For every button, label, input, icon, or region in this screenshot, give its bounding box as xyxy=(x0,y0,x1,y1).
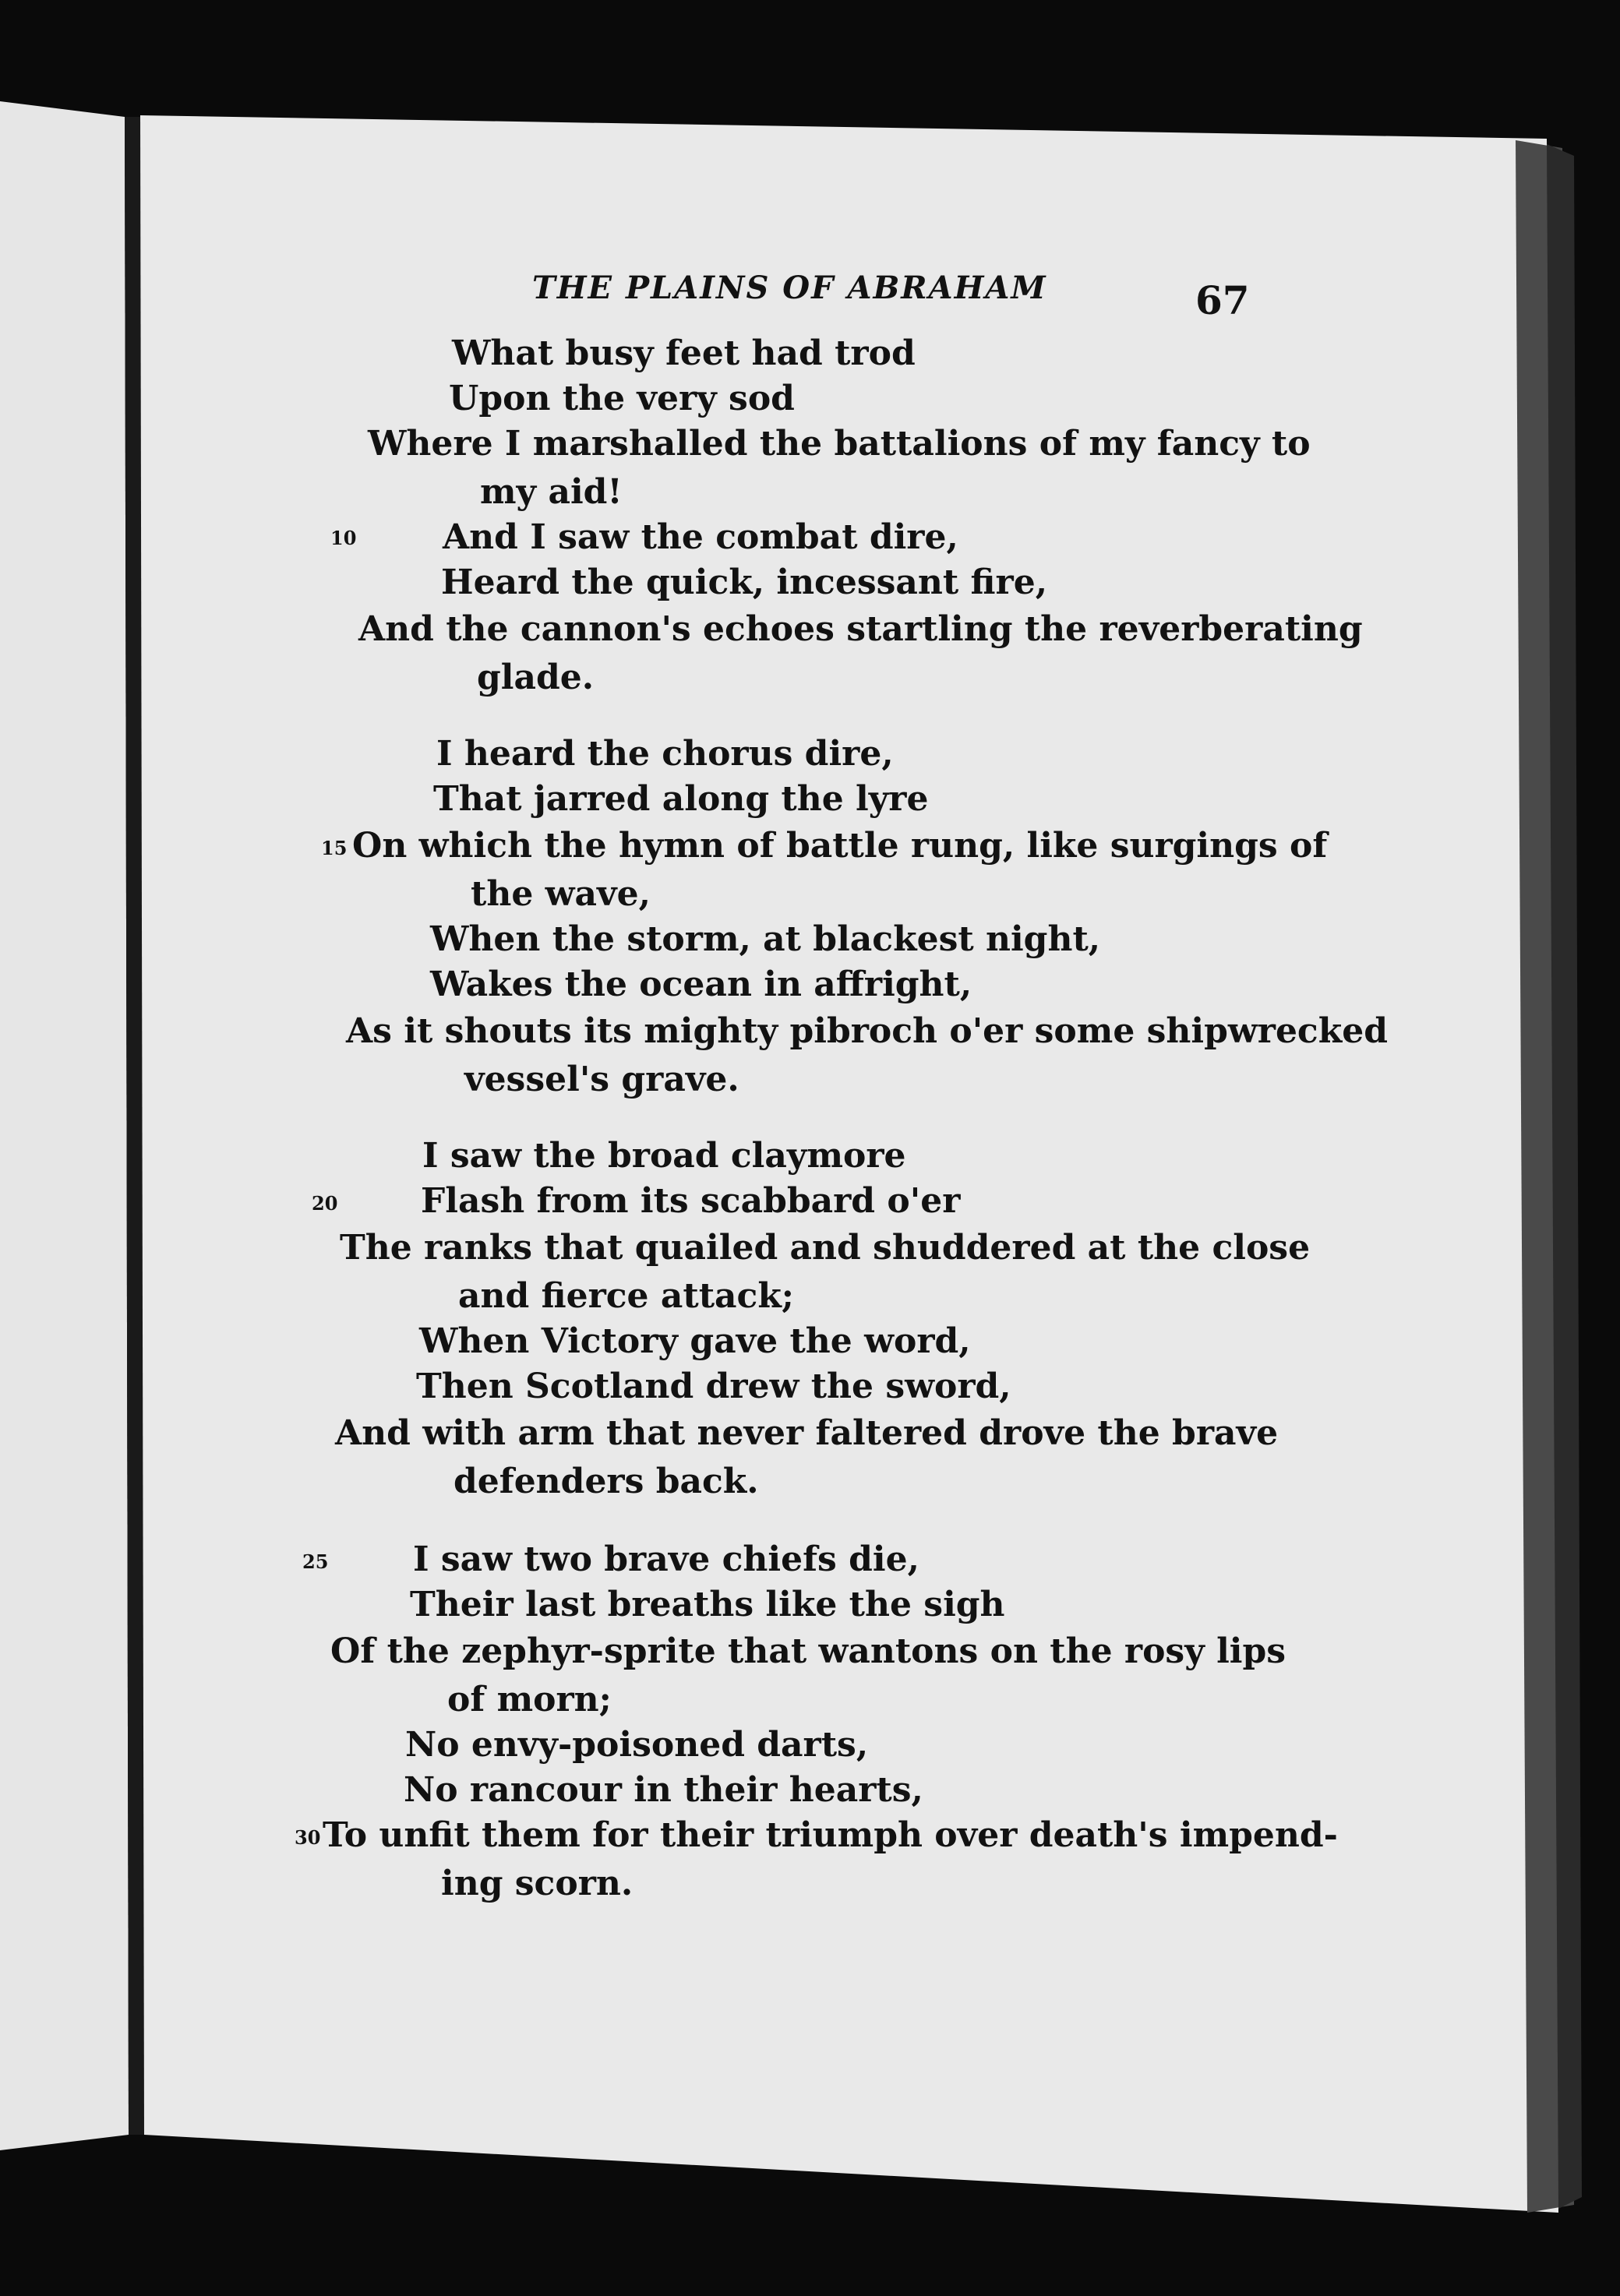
poem-line: No rancour in their hearts, xyxy=(404,1770,923,1810)
line-number: 10 xyxy=(330,527,357,549)
poem-line: The ranks that quailed and shuddered at the close xyxy=(340,1228,1311,1268)
poem-line: and fierce attack; xyxy=(458,1276,795,1316)
page-number: 67 xyxy=(1195,277,1250,323)
poem-line: I saw two brave chiefs die, xyxy=(413,1539,919,1579)
poem-line: To unfit them for their triumph over death's impend- xyxy=(323,1815,1338,1855)
poem-line: When Victory gave the word, xyxy=(419,1321,971,1361)
poem-line: of morn; xyxy=(447,1680,612,1719)
poem-line: As it shouts its mighty pibroch o'er some shipwrecked xyxy=(346,1011,1388,1051)
poem-line: vessel's grave. xyxy=(464,1060,739,1099)
poem-line: That jarred along the lyre xyxy=(433,779,929,819)
line-number: 20 xyxy=(312,1192,338,1215)
poem-line: Wakes the ocean in affright, xyxy=(430,965,972,1004)
poem-line: Flash from its scabbard o'er xyxy=(421,1181,961,1221)
poem-line: And I saw the combat dire, xyxy=(443,517,958,557)
poem-line: Then Scotland drew the sword, xyxy=(416,1367,1011,1406)
line-number: 15 xyxy=(321,837,348,859)
poem-line: the wave, xyxy=(471,874,651,914)
poem-line: Heard the quick, incessant fire, xyxy=(441,563,1048,602)
poem-line: And with arm that never faltered drove the brave xyxy=(335,1413,1279,1453)
poem-line: Their last breaths like the sigh xyxy=(410,1585,1005,1624)
poem-line: I heard the chorus dire, xyxy=(436,734,894,774)
poem-line: When the storm, at blackest night, xyxy=(430,919,1101,959)
poem-line: I saw the broad claymore xyxy=(422,1136,906,1176)
poem-line: On which the hymn of battle rung, like surgings of xyxy=(352,826,1328,866)
poem-line: What busy feet had trod xyxy=(452,333,916,373)
running-head: THE PLAINS OF ABRAHAM xyxy=(532,270,1047,306)
poem-line: Upon the very sod xyxy=(449,379,795,418)
poem-line: Of the zephyr-sprite that wantons on the rosy lips xyxy=(330,1631,1286,1671)
line-number: 30 xyxy=(295,1826,321,1849)
line-number: 25 xyxy=(302,1550,329,1573)
poem-line: Where I marshalled the battalions of my fancy to xyxy=(368,424,1311,464)
poem-line: ing scorn. xyxy=(441,1864,634,1903)
poem-line: No envy-poisoned darts, xyxy=(405,1725,869,1765)
poem-line: glade. xyxy=(477,658,595,697)
poem-line: my aid! xyxy=(480,472,623,512)
poem-line: And the cannon's echoes startling the reverberating xyxy=(358,609,1363,649)
poem-line: defenders back. xyxy=(454,1462,759,1501)
